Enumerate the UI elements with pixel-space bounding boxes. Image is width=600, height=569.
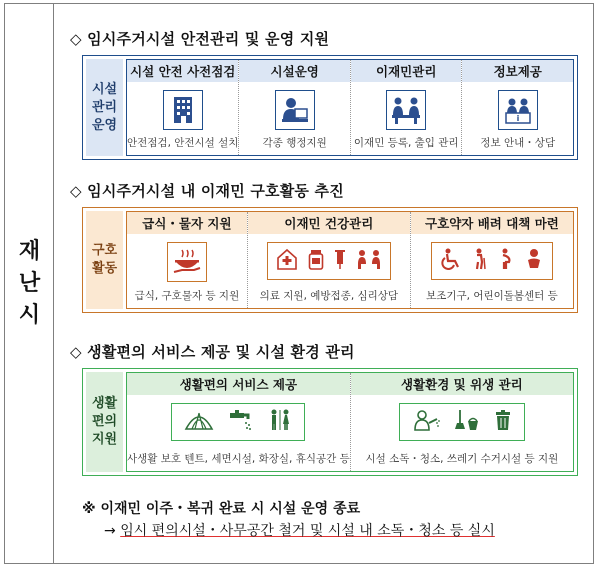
column-header: 시설운영 xyxy=(239,60,350,82)
column-caption: 안전점검, 안전시설 설치 xyxy=(127,137,239,149)
side-label: 재 난 시 xyxy=(18,238,41,328)
section-1-columns xyxy=(126,59,574,156)
section-3-title: ◇ 생활편의 서비스 제공 및 시설 환경 관리 xyxy=(70,343,355,361)
wheelchair-icon xyxy=(440,248,462,274)
section-3-columns xyxy=(126,372,574,472)
section-2-col-1 xyxy=(127,212,247,308)
elderly-icon xyxy=(472,248,488,274)
side-column xyxy=(6,3,54,564)
column-caption: 보조기구, 어린이돌봄센터 등 xyxy=(426,290,558,302)
faucet-icon xyxy=(228,409,254,435)
section-1-col-2 xyxy=(238,60,350,155)
registration-icon xyxy=(386,90,426,130)
section-1-label: 시설 관리 운영 xyxy=(86,59,123,156)
section-3-col-1 xyxy=(127,373,350,471)
section-1-col-3 xyxy=(350,60,462,155)
disinfection-icon xyxy=(412,409,440,435)
admin-desk-icon xyxy=(275,90,315,130)
column-caption: 각종 행정지원 xyxy=(262,137,327,149)
follow-up-text: 임시 편의시설・사무공간 철거 및 시설 내 소독・청소 등 실시 xyxy=(120,523,495,539)
section-2-col-2 xyxy=(247,212,410,308)
syringe-icon xyxy=(334,248,346,274)
column-header: 시설 안전 사전점검 xyxy=(127,60,238,82)
column-caption: 사생활 보호 텐트, 세면시설, 화장실, 휴식공간 등 xyxy=(127,453,350,465)
column-header: 정보제공 xyxy=(462,60,573,82)
section-2-panel xyxy=(82,207,578,313)
section-1-col-1 xyxy=(127,60,238,155)
section-2-columns xyxy=(126,211,574,309)
tent-icon xyxy=(184,409,214,435)
column-caption: 의료 지원, 예방접종, 심리상담 xyxy=(259,290,399,302)
arrow-icon: → xyxy=(104,523,121,539)
cleaning-icon xyxy=(454,409,480,435)
restroom-icon xyxy=(268,409,292,435)
building-icon xyxy=(163,90,203,130)
section-3-col-2 xyxy=(350,373,573,471)
health-icon-group xyxy=(267,242,391,280)
column-caption: 급식, 구호물자 등 지원 xyxy=(134,290,240,302)
svg-text:i: i xyxy=(516,114,520,123)
column-header: 이재민관리 xyxy=(351,60,462,82)
column-header: 생활환경 및 위생 관리 xyxy=(351,373,573,395)
trash-can-icon xyxy=(494,409,512,435)
section-1-title: ◇ 임시주거시설 안전관리 및 운영 지원 xyxy=(70,30,330,48)
medicine-icon xyxy=(308,248,324,274)
section-1-col-4 xyxy=(461,60,573,155)
column-header: 생활편의 서비스 제공 xyxy=(127,373,350,395)
column-header: 이재민 건강관리 xyxy=(248,212,410,234)
info-counter-icon xyxy=(498,90,538,130)
hospital-icon xyxy=(276,248,298,274)
baby-icon xyxy=(524,248,544,274)
hygiene-icon-group xyxy=(399,403,525,441)
section-2-label: 구호 활동 xyxy=(86,211,123,309)
column-caption: 시설 소독・청소, 쓰레기 수거시설 등 지원 xyxy=(365,453,559,465)
convenience-icon-group xyxy=(171,403,305,441)
closing-note: ※ 이재민 이주・복귀 완료 시 시설 운영 종료 xyxy=(82,501,361,517)
column-header: 구호약자 배려 대책 마련 xyxy=(411,212,573,234)
section-2-title: ◇ 임시주거시설 내 이재민 구호활동 추진 xyxy=(70,182,344,200)
section-3-panel xyxy=(82,368,578,476)
section-1-panel xyxy=(82,55,578,160)
column-caption: 이재민 등록, 출입 관리 xyxy=(353,137,459,149)
section-3-label: 생활 편의 지원 xyxy=(86,372,123,472)
meal-icon xyxy=(167,242,207,282)
column-caption: 정보 안내・상담 xyxy=(480,137,556,149)
column-header: 급식・물자 지원 xyxy=(127,212,247,234)
assist-icon-group xyxy=(431,242,553,280)
section-2-col-3 xyxy=(410,212,573,308)
follow-up-note xyxy=(104,520,495,540)
counseling-icon xyxy=(356,248,382,274)
pregnant-icon xyxy=(498,248,514,274)
